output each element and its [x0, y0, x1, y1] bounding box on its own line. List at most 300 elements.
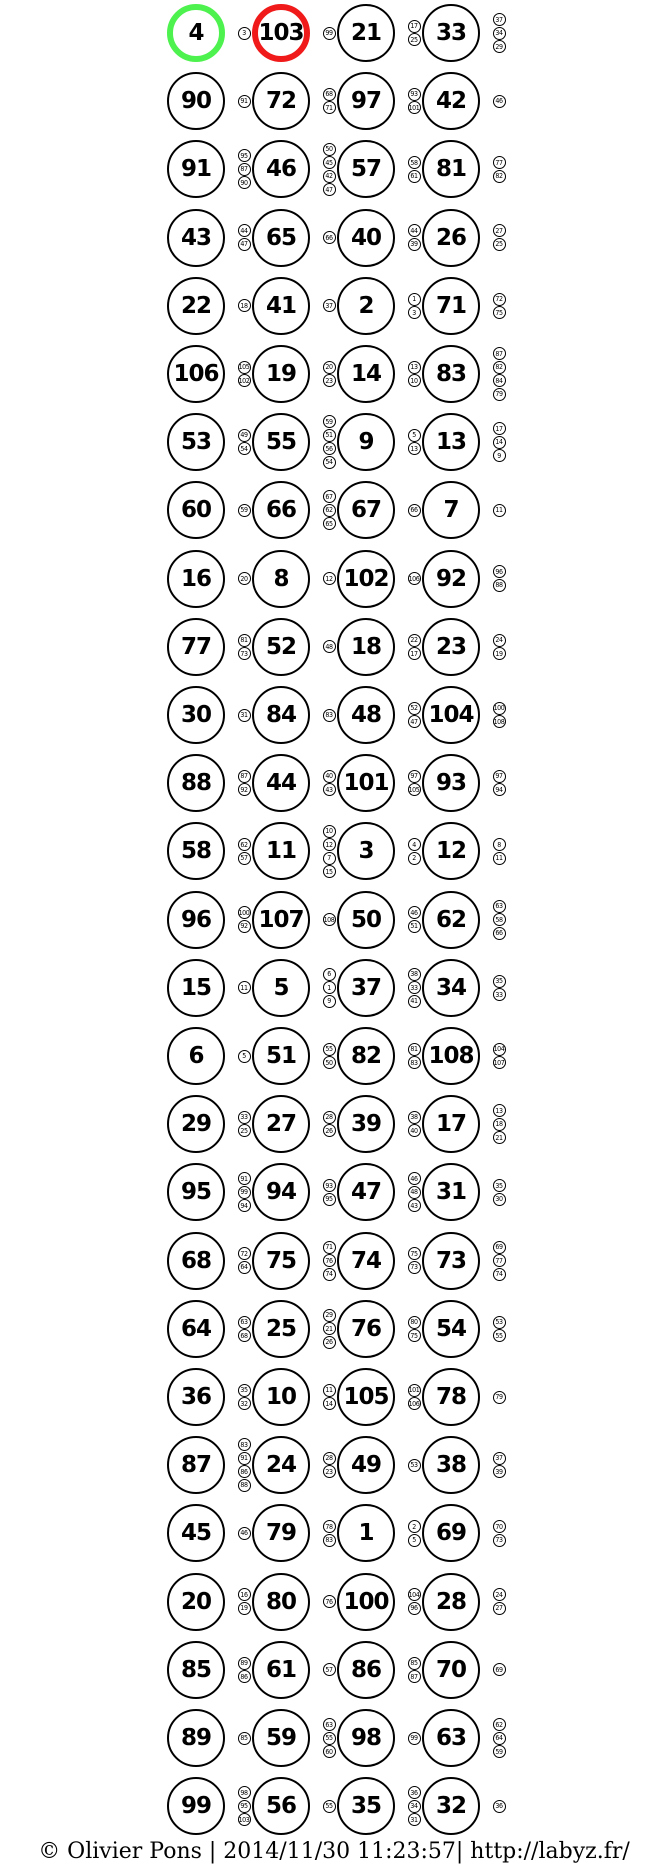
neighbor-hint: 104: [408, 1588, 421, 1601]
number-cell[interactable]: [252, 1095, 310, 1153]
cell-value: 41: [265, 292, 296, 319]
neighbor-hint: 83: [238, 1438, 251, 1451]
neighbor-hint: 14: [323, 1397, 336, 1410]
neighbor-hint: 37: [493, 1452, 506, 1465]
neighbor-hint: 46: [408, 906, 421, 919]
cell-value: 106: [173, 361, 219, 387]
neighbor-hint: 64: [238, 1261, 251, 1274]
number-cell[interactable]: [337, 1232, 395, 1290]
number-cell[interactable]: [337, 413, 395, 471]
number-cell[interactable]: [337, 959, 395, 1017]
cell-value: 12: [435, 838, 466, 865]
neighbor-hint: 77: [493, 156, 506, 169]
cell-value: 62: [435, 906, 466, 933]
number-cell[interactable]: [337, 481, 395, 539]
number-cell[interactable]: [337, 72, 395, 130]
number-cell[interactable]: [337, 345, 395, 403]
neighbor-hint: 66: [408, 504, 421, 517]
number-cell[interactable]: [252, 1232, 310, 1290]
number-cell[interactable]: [337, 1709, 395, 1767]
neighbor-hint: 15: [323, 865, 336, 878]
neighbor-hint: 29: [493, 40, 506, 53]
number-cell[interactable]: [337, 822, 395, 880]
neighbor-hint: 53: [493, 1316, 506, 1329]
neighbor-hint: 102: [238, 374, 251, 387]
neighbor-hint: 23: [323, 1465, 336, 1478]
number-cell[interactable]: [422, 1368, 480, 1426]
number-cell[interactable]: [422, 72, 480, 130]
cell-value: 76: [350, 1315, 381, 1342]
number-cell[interactable]: [167, 1027, 225, 1085]
cell-value: 15: [180, 974, 211, 1001]
neighbor-hint: 54: [238, 442, 251, 455]
number-cell[interactable]: [167, 1300, 225, 1358]
number-cell[interactable]: [167, 413, 225, 471]
number-cell[interactable]: [337, 1027, 395, 1085]
neighbor-hint: 18: [493, 1118, 506, 1131]
neighbor-hint: 99: [408, 1732, 421, 1745]
neighbor-hint: 103: [238, 1813, 251, 1826]
cell-value: 83: [435, 361, 466, 387]
neighbor-hint: 21: [493, 1131, 506, 1144]
neighbor-hint: 43: [408, 1199, 421, 1212]
number-cell[interactable]: [422, 959, 480, 1017]
number-cell[interactable]: [167, 1777, 225, 1835]
neighbor-hint: 65: [323, 517, 336, 530]
neighbor-hint: 73: [493, 1534, 506, 1547]
cell-value: 100: [343, 1588, 389, 1615]
number-cell[interactable]: [422, 822, 480, 880]
number-cell[interactable]: [252, 550, 310, 608]
neighbor-hint: 66: [323, 231, 336, 244]
neighbor-hint: 67: [323, 490, 336, 503]
neighbor-hint: 57: [323, 1663, 336, 1676]
number-cell[interactable]: [422, 550, 480, 608]
neighbor-hint: 68: [323, 88, 336, 101]
neighbor-hint: 31: [408, 1813, 421, 1826]
number-cell[interactable]: [337, 209, 395, 267]
neighbor-hint: 82: [493, 170, 506, 183]
neighbor-hint: 13: [408, 442, 421, 455]
neighbor-hint: 69: [493, 1241, 506, 1254]
cell-value: 82: [350, 1043, 381, 1069]
number-cell[interactable]: [252, 481, 310, 539]
number-cell[interactable]: [422, 413, 480, 471]
neighbor-hint: 76: [323, 1254, 336, 1267]
neighbor-hint: 85: [238, 1732, 251, 1745]
neighbor-hint: 99: [323, 27, 336, 40]
number-cell[interactable]: [252, 1300, 310, 1358]
start-cell[interactable]: [167, 4, 225, 62]
number-cell[interactable]: [167, 1573, 225, 1631]
number-cell[interactable]: [252, 1436, 310, 1494]
cell-value: 70: [435, 1656, 466, 1683]
number-cell[interactable]: [167, 1095, 225, 1153]
cell-value: 61: [265, 1656, 296, 1683]
number-cell[interactable]: [252, 1641, 310, 1699]
number-cell[interactable]: [337, 1641, 395, 1699]
number-cell[interactable]: [252, 891, 310, 949]
number-cell[interactable]: [422, 209, 480, 267]
number-cell[interactable]: [422, 1709, 480, 1767]
neighbor-hint: 46: [238, 1527, 251, 1540]
neighbor-hint: 5: [408, 429, 421, 442]
number-cell[interactable]: [422, 1232, 480, 1290]
cell-value: 67: [350, 497, 381, 524]
neighbor-hint: 49: [238, 429, 251, 442]
cell-value: 69: [435, 1520, 466, 1547]
neighbor-hint: 62: [238, 838, 251, 851]
neighbor-hint: 10: [323, 825, 336, 838]
number-cell[interactable]: [252, 754, 310, 812]
number-cell[interactable]: [167, 140, 225, 198]
cell-value: 19: [265, 361, 296, 387]
cell-value: 50: [350, 906, 381, 933]
neighbor-hint: 17: [493, 422, 506, 435]
cell-value: 95: [180, 1179, 211, 1206]
cell-value: 54: [435, 1315, 466, 1342]
number-cell[interactable]: [252, 1573, 310, 1631]
neighbor-hint: 17: [408, 20, 421, 33]
number-cell[interactable]: [167, 1368, 225, 1426]
number-cell[interactable]: [167, 959, 225, 1017]
neighbor-hint: 25: [408, 33, 421, 46]
number-cell[interactable]: [167, 1163, 225, 1221]
neighbor-hint: 55: [323, 1800, 336, 1813]
cell-value: 58: [180, 838, 211, 865]
neighbor-hint: 59: [323, 415, 336, 428]
neighbor-hint: 58: [493, 913, 506, 926]
neighbor-hint: 80: [408, 1316, 421, 1329]
number-cell[interactable]: [337, 1163, 395, 1221]
number-cell[interactable]: [422, 1163, 480, 1221]
number-cell[interactable]: [167, 209, 225, 267]
neighbor-hint: 11: [238, 981, 251, 994]
number-cell[interactable]: [337, 1436, 395, 1494]
cell-value: 91: [180, 156, 211, 183]
neighbor-hint: 37: [323, 299, 336, 312]
cell-value: 9: [358, 429, 374, 456]
neighbor-hint: 93: [323, 1179, 336, 1192]
neighbor-hint: 41: [408, 995, 421, 1008]
cell-value: 92: [435, 565, 466, 592]
cell-value: 72: [265, 88, 296, 115]
neighbor-hint: 53: [408, 1459, 421, 1472]
number-cell[interactable]: [337, 1504, 395, 1562]
number-cell[interactable]: [167, 1436, 225, 1494]
neighbor-hint: 50: [323, 1056, 336, 1069]
cell-value: 27: [265, 1111, 296, 1138]
cell-value: 36: [180, 1384, 211, 1410]
number-cell[interactable]: [252, 1163, 310, 1221]
neighbor-hint: 40: [323, 770, 336, 783]
cell-value: 64: [180, 1315, 211, 1342]
cell-value: 33: [435, 20, 466, 46]
number-cell[interactable]: [422, 345, 480, 403]
neighbor-hint: 46: [408, 1172, 421, 1185]
cell-value: 96: [180, 906, 211, 933]
neighbor-hint: 61: [408, 170, 421, 183]
number-cell[interactable]: [337, 1300, 395, 1358]
neighbor-hint: 3: [408, 306, 421, 319]
neighbor-hint: 75: [493, 306, 506, 319]
neighbor-hint: 63: [238, 1316, 251, 1329]
neighbor-hint: 36: [493, 1800, 506, 1813]
number-cell[interactable]: [422, 618, 480, 676]
neighbor-hint: 27: [493, 1602, 506, 1615]
neighbor-hint: 45: [323, 156, 336, 169]
neighbor-hint: 51: [323, 429, 336, 442]
neighbor-hint: 43: [323, 783, 336, 796]
cell-value: 77: [180, 633, 211, 660]
number-cell[interactable]: [422, 1641, 480, 1699]
footer-credit: © Olivier Pons | 2014/11/30 11:23:57| http://labyz.fr/: [38, 1839, 630, 1864]
number-cell[interactable]: [167, 618, 225, 676]
neighbor-hint: 37: [493, 13, 506, 26]
number-cell[interactable]: [252, 1504, 310, 1562]
number-cell[interactable]: [337, 1095, 395, 1153]
number-cell[interactable]: [167, 550, 225, 608]
cell-value: 2: [358, 292, 374, 319]
cell-value: 42: [435, 88, 466, 115]
number-cell[interactable]: [252, 277, 310, 335]
number-cell[interactable]: [252, 822, 310, 880]
number-cell[interactable]: [167, 1641, 225, 1699]
number-cell[interactable]: [337, 1368, 395, 1426]
number-cell[interactable]: [337, 754, 395, 812]
number-cell[interactable]: [252, 140, 310, 198]
neighbor-hint: 40: [408, 1124, 421, 1137]
cell-value: 66: [265, 497, 296, 524]
neighbor-hint: 5: [408, 1534, 421, 1547]
neighbor-hint: 4: [408, 838, 421, 851]
number-cell[interactable]: [422, 891, 480, 949]
number-cell[interactable]: [252, 72, 310, 130]
neighbor-hint: 68: [238, 1329, 251, 1342]
cell-value: 44: [265, 770, 296, 797]
neighbor-hint: 47: [408, 715, 421, 728]
cell-value: 84: [265, 702, 296, 728]
number-cell[interactable]: [422, 1436, 480, 1494]
neighbor-hint: 90: [238, 176, 251, 189]
neighbor-hint: 36: [408, 1786, 421, 1799]
cell-value: 4: [188, 20, 204, 46]
neighbor-hint: 9: [493, 449, 506, 462]
number-cell[interactable]: [252, 618, 310, 676]
neighbor-hint: 100: [493, 702, 506, 715]
neighbor-hint: 96: [493, 565, 506, 578]
number-cell[interactable]: [167, 345, 225, 403]
neighbor-hint: 59: [238, 504, 251, 517]
neighbor-hint: 21: [323, 1322, 336, 1335]
cell-value: 56: [265, 1793, 296, 1820]
neighbor-hint: 86: [238, 1465, 251, 1478]
neighbor-hint: 105: [238, 361, 251, 374]
neighbor-hint: 66: [493, 927, 506, 940]
neighbor-hint: 22: [408, 634, 421, 647]
neighbor-hint: 97: [408, 770, 421, 783]
neighbor-hint: 55: [323, 1732, 336, 1745]
number-cell[interactable]: [167, 891, 225, 949]
cell-value: 14: [350, 361, 381, 387]
neighbor-hint: 9: [323, 995, 336, 1008]
neighbor-hint: 11: [323, 1384, 336, 1397]
number-cell[interactable]: [167, 72, 225, 130]
neighbor-hint: 39: [493, 1465, 506, 1478]
neighbor-hint: 87: [238, 163, 251, 176]
number-cell[interactable]: [422, 686, 480, 744]
number-cell[interactable]: [167, 277, 225, 335]
neighbor-hint: 39: [408, 238, 421, 251]
cell-value: 73: [435, 1247, 466, 1274]
neighbor-hint: 79: [493, 388, 506, 401]
number-cell[interactable]: [252, 959, 310, 1017]
number-cell[interactable]: [337, 550, 395, 608]
cell-value: 80: [265, 1588, 296, 1615]
neighbor-hint: 87: [408, 1670, 421, 1683]
neighbor-hint: 54: [323, 456, 336, 469]
neighbor-hint: 75: [408, 1329, 421, 1342]
number-cell[interactable]: [252, 686, 310, 744]
number-cell[interactable]: [422, 277, 480, 335]
number-cell[interactable]: [337, 277, 395, 335]
number-cell[interactable]: [252, 1777, 310, 1835]
number-cell[interactable]: [337, 1573, 395, 1631]
neighbor-hint: 92: [238, 920, 251, 933]
number-cell[interactable]: [422, 4, 480, 62]
cell-value: 45: [180, 1520, 211, 1547]
neighbor-hint: 59: [493, 1745, 506, 1758]
cell-value: 101: [343, 770, 389, 797]
cell-value: 38: [435, 1452, 466, 1479]
neighbor-hint: 11: [493, 504, 506, 517]
number-cell[interactable]: [422, 1777, 480, 1835]
neighbor-hint: 74: [323, 1268, 336, 1281]
neighbor-hint: 91: [238, 1452, 251, 1465]
neighbor-hint: 72: [493, 293, 506, 306]
number-cell[interactable]: [167, 754, 225, 812]
cell-value: 88: [180, 770, 211, 797]
neighbor-hint: 26: [323, 1124, 336, 1137]
neighbor-hint: 88: [493, 579, 506, 592]
number-cell[interactable]: [422, 140, 480, 198]
cell-value: 55: [265, 429, 296, 456]
neighbor-hint: 100: [238, 906, 251, 919]
number-cell[interactable]: [337, 140, 395, 198]
number-cell[interactable]: [167, 1709, 225, 1767]
neighbor-hint: 20: [238, 572, 251, 585]
number-cell[interactable]: [252, 413, 310, 471]
neighbor-hint: 82: [493, 361, 506, 374]
neighbor-hint: 89: [238, 1657, 251, 1670]
neighbor-hint: 70: [493, 1520, 506, 1533]
cell-value: 13: [435, 429, 466, 456]
cell-value: 57: [350, 156, 381, 183]
number-cell[interactable]: [252, 1368, 310, 1426]
number-cell[interactable]: [337, 4, 395, 62]
cell-value: 16: [180, 565, 211, 592]
number-cell[interactable]: [422, 481, 480, 539]
neighbor-hint: 73: [408, 1261, 421, 1274]
cell-value: 87: [180, 1452, 211, 1479]
cell-value: 71: [435, 292, 466, 319]
cell-value: 49: [350, 1452, 381, 1479]
neighbor-hint: 20: [323, 361, 336, 374]
neighbor-hint: 34: [408, 1800, 421, 1813]
neighbor-hint: 87: [238, 770, 251, 783]
neighbor-hint: 28: [323, 1111, 336, 1124]
neighbor-hint: 19: [238, 1602, 251, 1615]
cell-value: 79: [265, 1520, 296, 1547]
cell-value: 26: [435, 224, 466, 251]
number-cell[interactable]: [337, 1777, 395, 1835]
cell-value: 48: [350, 702, 381, 728]
number-cell[interactable]: [422, 1095, 480, 1153]
number-cell[interactable]: [252, 1709, 310, 1767]
neighbor-hint: 58: [408, 156, 421, 169]
neighbor-hint: 2: [408, 1520, 421, 1533]
cell-value: 21: [350, 20, 381, 46]
cell-value: 8: [273, 565, 289, 592]
number-cell[interactable]: [337, 686, 395, 744]
cell-value: 18: [350, 633, 381, 660]
neighbor-hint: 83: [408, 1056, 421, 1069]
number-cell[interactable]: [167, 1504, 225, 1562]
neighbor-hint: 98: [238, 1786, 251, 1799]
number-cell[interactable]: [167, 1232, 225, 1290]
cell-value: 43: [180, 224, 211, 251]
number-cell[interactable]: [422, 1300, 480, 1358]
cell-value: 60: [180, 497, 211, 524]
neighbor-hint: 35: [493, 975, 506, 988]
number-cell[interactable]: [167, 686, 225, 744]
number-cell[interactable]: [337, 618, 395, 676]
cell-value: 46: [265, 156, 296, 183]
cell-value: 94: [265, 1179, 296, 1206]
cell-value: 22: [180, 292, 211, 319]
neighbor-hint: 50: [323, 143, 336, 156]
number-cell[interactable]: [422, 1027, 480, 1085]
cell-value: 51: [265, 1043, 296, 1069]
neighbor-hint: 101: [408, 1384, 421, 1397]
neighbor-hint: 104: [493, 1043, 506, 1056]
neighbor-hint: 77: [493, 1254, 506, 1267]
cell-value: 65: [265, 224, 296, 251]
cell-value: 78: [435, 1384, 466, 1410]
cell-value: 74: [350, 1247, 381, 1274]
neighbor-hint: 27: [493, 224, 506, 237]
cell-value: 6: [188, 1043, 204, 1069]
cell-value: 85: [180, 1656, 211, 1683]
number-cell[interactable]: [422, 1504, 480, 1562]
goal-cell[interactable]: [252, 4, 310, 62]
number-cell[interactable]: [252, 209, 310, 267]
neighbor-hint: 46: [493, 95, 506, 108]
number-cell[interactable]: [167, 481, 225, 539]
number-cell[interactable]: [252, 1027, 310, 1085]
number-cell[interactable]: [422, 1573, 480, 1631]
neighbor-hint: 42: [323, 170, 336, 183]
cell-value: 107: [258, 906, 304, 933]
number-cell[interactable]: [167, 822, 225, 880]
neighbor-hint: 10: [408, 374, 421, 387]
number-cell[interactable]: [422, 754, 480, 812]
neighbor-hint: 25: [493, 238, 506, 251]
number-cell[interactable]: [252, 345, 310, 403]
number-cell[interactable]: [337, 891, 395, 949]
cell-value: 98: [350, 1725, 381, 1751]
neighbor-hint: 57: [238, 852, 251, 865]
